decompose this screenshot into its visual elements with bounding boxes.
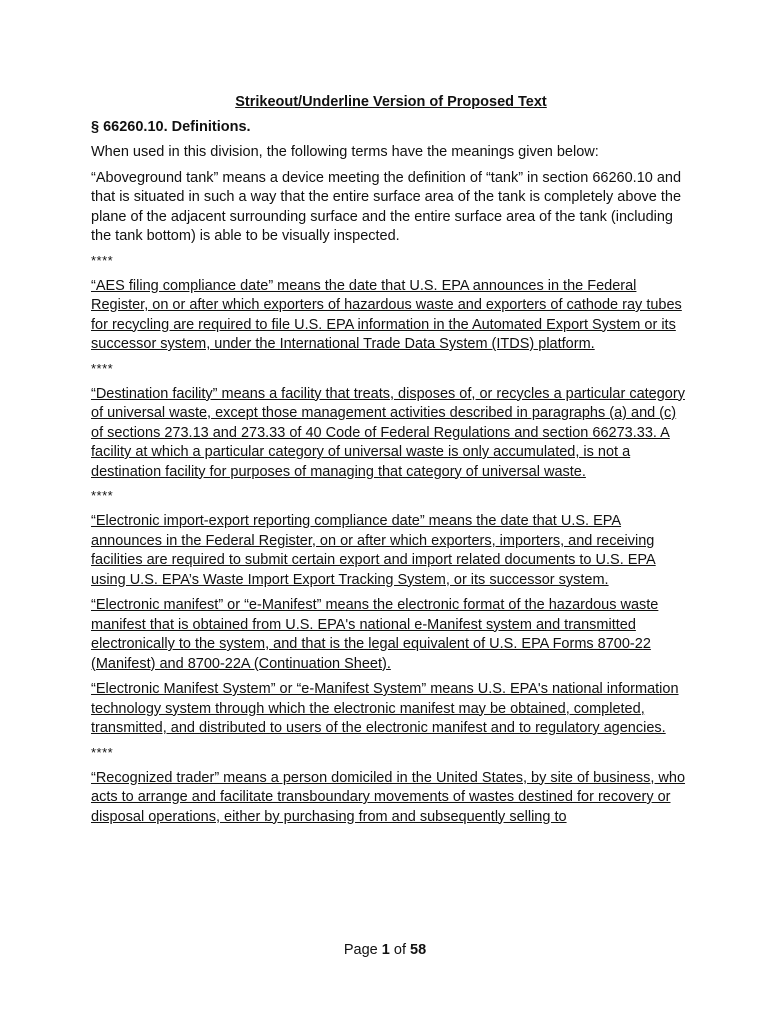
omission-separator: **** (91, 252, 114, 268)
total-pages-number: 58 (410, 942, 427, 958)
of-label: of (393, 942, 406, 958)
omission-separator: **** (91, 744, 114, 760)
definition-electronic-manifest-system: “Electronic Manifest System” or “e-Manifest System” means U.S. EPA's national information technology system through which the electronic manifest may be obtained, completed, transmitted, and distributed to users of the electronic manifest and to regulatory agencies. (91, 681, 679, 736)
document-body (91, 93, 691, 833)
section-heading: § 66260.10. Definitions. (91, 119, 251, 135)
intro-paragraph: When used in this division, the following terms have the meanings given below: (91, 144, 599, 160)
page-label: Page (343, 942, 378, 958)
document-title: Strikeout/Underline Version of Proposed Text (235, 94, 547, 110)
definition-recognized-trader: “Recognized trader” means a person domiciled in the United States, by site of business, who acts to arrange and facilitate transboundary movements of wastes destined for recovery or disposal operations, either by purchasing from and subsequently selling to (91, 769, 686, 825)
definition-aes-filing-compliance-date: “AES filing compliance date” means the date that U.S. EPA announces in the Federal Register, on or after which exporters of hazardous waste and exporters of cathode ray tubes for recycling are required to file U.S. EPA information in the Automated Export System or its successor system, under the International Trade Data System (ITDS) platform. (91, 277, 682, 352)
omission-separator: **** (91, 360, 114, 376)
page-footer (0, 942, 770, 958)
current-page-number: 1 (381, 942, 390, 958)
omission-separator: **** (91, 488, 114, 503)
definition-electronic-manifest: “Electronic manifest” or “e-Manifest” means the electronic format of the hazardous waste manifest that is obtained from U.S. EPA's national e-Manifest system and transmitted electronically to the system, and that is the legal equivalent of U.S. EPA Forms 8700-22 (Manifest) and 8700-22A (Continuation Sheet). (91, 597, 659, 672)
definition-destination-facility: “Destination facility” means a facility that treats, disposes of, or recycles a particular category of universal waste, except those management activities described in paragraphs (a) and (c) of sections 273.13 and 273.33 of 40 Code of Federal Regulations and section 66273.33. A facility at which a particular category of universal waste is only accumulated, is not a destination facility for purposes of managing that category of universal waste. (91, 385, 685, 480)
definition-aboveground-tank: “Aboveground tank” means a device meeting the definition of “tank” in section 66260.10 and that is situated in such a way that the entire surface area of the tank is completely above the plane of the adjacent surrounding surface and the entire surface area of the tank (including the tank bottom) is able to be visually inspected. (91, 169, 682, 244)
definition-electronic-import-export-date: “Electronic import-export reporting compliance date” means the date that U.S. EPA announces in the Federal Register, on or after which exporters, importers, and receiving facilities are required to submit certain export and import related documents to U.S. EPA using U.S. EPA’s Waste Import Export Tracking System, or its successor system. (91, 513, 656, 588)
